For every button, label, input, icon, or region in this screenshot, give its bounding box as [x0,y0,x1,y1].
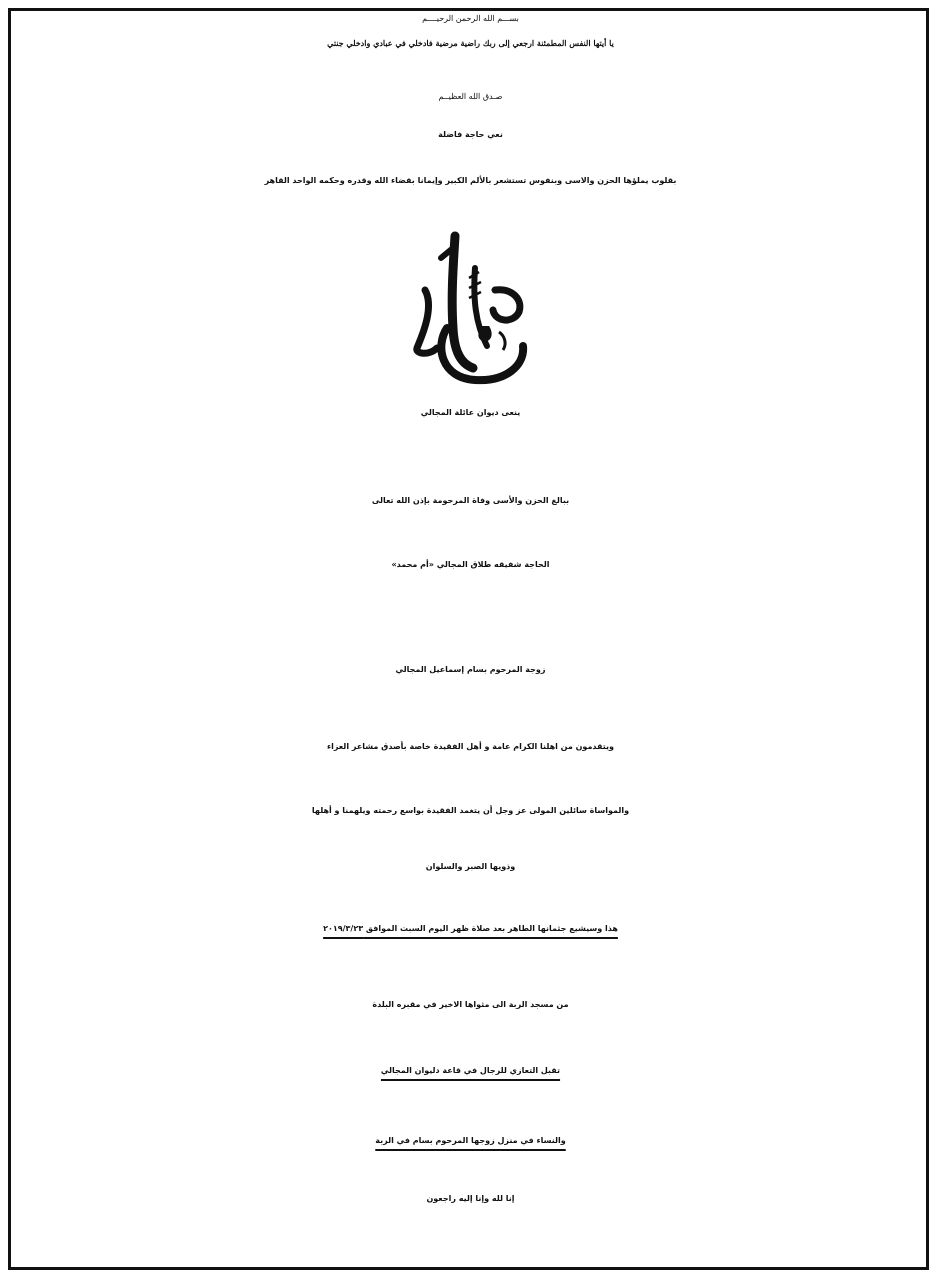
funeral-details: هذا وسيشيع جثمانها الطاهر بعد صلاة ظهر اليوم السبت الموافق ٢٠١٩/٣/٢٣ [323,924,618,933]
quran-verse: يا أيتها النفس المطمئنة ارجعي إلى ربك راضية مرضية فادخلي في عبادي وادخلي جنتي [327,38,614,48]
body-line-1: ويتقدمون من اهلنا الكرام عامة و أهل الفقيدة خاصة بأصدق مشاعر العزاء [326,742,615,751]
body-line-3: وذويها الصبر والسلوان [425,862,516,871]
closing-verse: إنا لله وإنا إليه راجعون [426,1194,515,1203]
announcement: ببالغ الحزن والأسى وفاة المرحومة بإذن الله تعالى [371,496,570,505]
deceased-name: الحاجة شفيقه طلاق المجالي «أم محمد» [391,560,550,569]
body-line-2: والمواساة سائلين المولى عز وجل أن يتغمد الفقيدة بواسع رحمته ويلهمنا و أهلها [311,806,630,815]
burial-location: من مسجد الربة الى مثواها الاخير في مقبره البلدة [372,1000,569,1009]
family-title: ينعى ديوان عائلة المجالي [420,408,521,417]
notice-title: نعي حاجة فاضلة [438,130,503,139]
condolence-men: تقبل التعازي للرجال في قاعة دليوان المجالي [380,1066,561,1075]
page-border [8,8,929,1270]
husband-line: زوجة المرحوم بسام إسماعيل المجالي [395,665,546,674]
condolence-women: والنساء في منزل زوجها المرحوم بسام في الربة [375,1136,566,1145]
basmala: بســـم الله الرحمن الرحيــــم [422,14,519,23]
family-calligraphy-emblem-icon [395,228,545,388]
verse-closing: صـدق الله العظيــم [438,92,503,101]
intro-text: بقلوب يملؤها الحزن والاسى وبنفوس تستشعر بالألم الكبير وإيمانا بقضاء الله وقدره وحكمه الواحد القاهر [264,176,677,185]
